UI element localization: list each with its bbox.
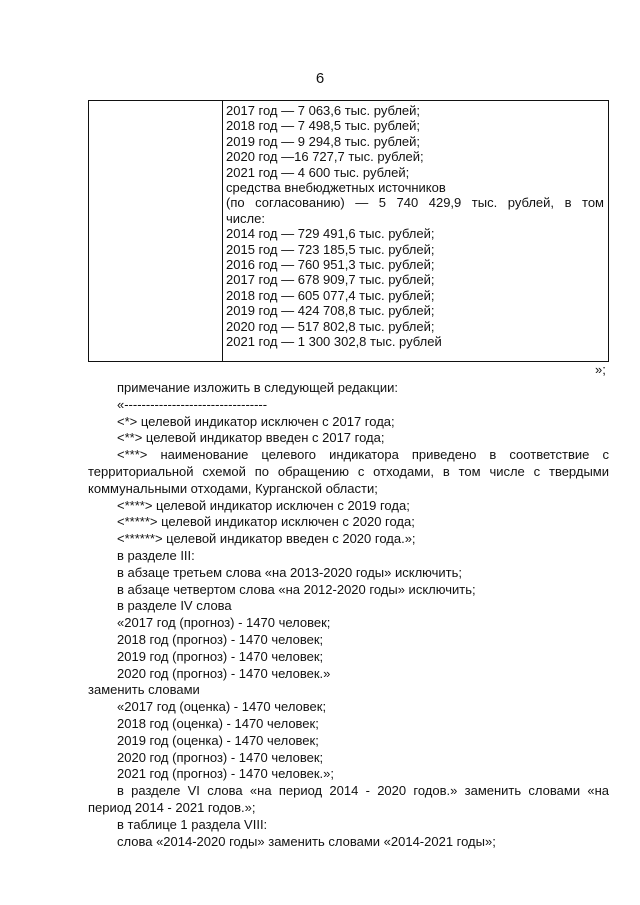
- paragraph: 2019 год (прогноз) - 1470 человек;: [117, 648, 324, 664]
- table-line: 2014 год — 729 491,6 тыс. рублей;: [226, 226, 435, 242]
- paragraph: 2020 год (прогноз) - 1470 человек;: [117, 749, 324, 765]
- document-body: [88, 380, 609, 850]
- table-line: 2020 год —16 727,7 тыс. рублей;: [226, 149, 424, 165]
- table-line: 2016 год — 760 951,3 тыс. рублей;: [226, 257, 435, 273]
- paragraph: в абзаце четвертом слова «на 2012-2020 годы» исключить;: [117, 581, 476, 597]
- paragraph: 2021 год (прогноз) - 1470 человек.»;: [117, 766, 335, 782]
- paragraph: в разделе III:: [117, 547, 195, 563]
- paragraph: в разделе IV слова: [117, 598, 232, 614]
- paragraph: заменить словами: [88, 682, 200, 698]
- table-column-divider: [222, 101, 223, 361]
- table-line: 2021 год — 4 600 тыс. рублей;: [226, 164, 410, 180]
- paragraph: территориальной схемой по обращению с отходами, в том числе с твердыми: [88, 463, 609, 479]
- paragraph: в разделе VI слова «на период 2014 - 2020 годов.» заменить словами «на: [117, 783, 609, 799]
- funding-table: [88, 100, 609, 362]
- paragraph: слова «2014-2020 годы» заменить словами «2014-2021 годы»;: [117, 833, 496, 849]
- table-line: 2020 год — 517 802,8 тыс. рублей;: [226, 318, 435, 334]
- paragraph: 2018 год (оценка) - 1470 человек;: [117, 715, 319, 731]
- paragraph: 2019 год (оценка) - 1470 человек;: [117, 732, 319, 748]
- paragraph: <**> целевой индикатор введен с 2017 года;: [117, 430, 385, 446]
- paragraph: «2017 год (прогноз) - 1470 человек;: [117, 615, 331, 631]
- table-line: 2019 год — 424 708,8 тыс. рублей;: [226, 303, 435, 319]
- paragraph: 2020 год (прогноз) - 1470 человек.»: [117, 665, 331, 681]
- paragraph: <****> целевой индикатор исключен с 2019 года;: [117, 497, 410, 513]
- table-line: средства внебюджетных источников: [226, 180, 446, 196]
- table-line: числе:: [226, 210, 265, 226]
- table-cell-funding: [226, 103, 604, 350]
- paragraph: 2018 год (прогноз) - 1470 человек;: [117, 631, 324, 647]
- paragraph: коммунальными отходами, Курганской области;: [88, 480, 378, 496]
- paragraph: период 2014 - 2021 годов.»;: [88, 799, 256, 815]
- paragraph: <*****> целевой индикатор исключен с 2020 года;: [117, 514, 415, 530]
- page-number: 6: [315, 70, 325, 87]
- paragraph: в абзаце третьем слова «на 2013-2020 годы» исключить;: [117, 564, 463, 580]
- table-line: 2015 год — 723 185,5 тыс. рублей;: [226, 241, 435, 257]
- paragraph: в таблице 1 раздела VIII:: [117, 816, 268, 832]
- table-line: 2018 год — 7 498,5 тыс. рублей;: [226, 118, 421, 134]
- table-closing-quote: »;: [595, 362, 606, 377]
- table-line: 2021 год — 1 300 302,8 тыс. рублей: [226, 334, 442, 350]
- paragraph: «---------------------------------: [117, 396, 268, 412]
- table-line: 2017 год — 7 063,6 тыс. рублей;: [226, 103, 421, 118]
- table-line: 2018 год — 605 077,4 тыс. рублей;: [226, 287, 435, 303]
- paragraph: «2017 год (оценка) - 1470 человек;: [117, 699, 327, 715]
- table-line: 2017 год — 678 909,7 тыс. рублей;: [226, 272, 435, 288]
- table-line: (по согласованию) — 5 740 429,9 тыс. рублей, в том: [226, 195, 604, 211]
- table-line: 2019 год — 9 294,8 тыс. рублей;: [226, 133, 421, 149]
- paragraph: примечание изложить в следующей редакции:: [117, 380, 399, 395]
- paragraph: <******> целевой индикатор введен с 2020 года.»;: [117, 531, 416, 547]
- paragraph: <*> целевой индикатор исключен с 2017 года;: [117, 413, 395, 429]
- paragraph: <***> наименование целевого индикатора приведено в соответствие с: [117, 447, 609, 463]
